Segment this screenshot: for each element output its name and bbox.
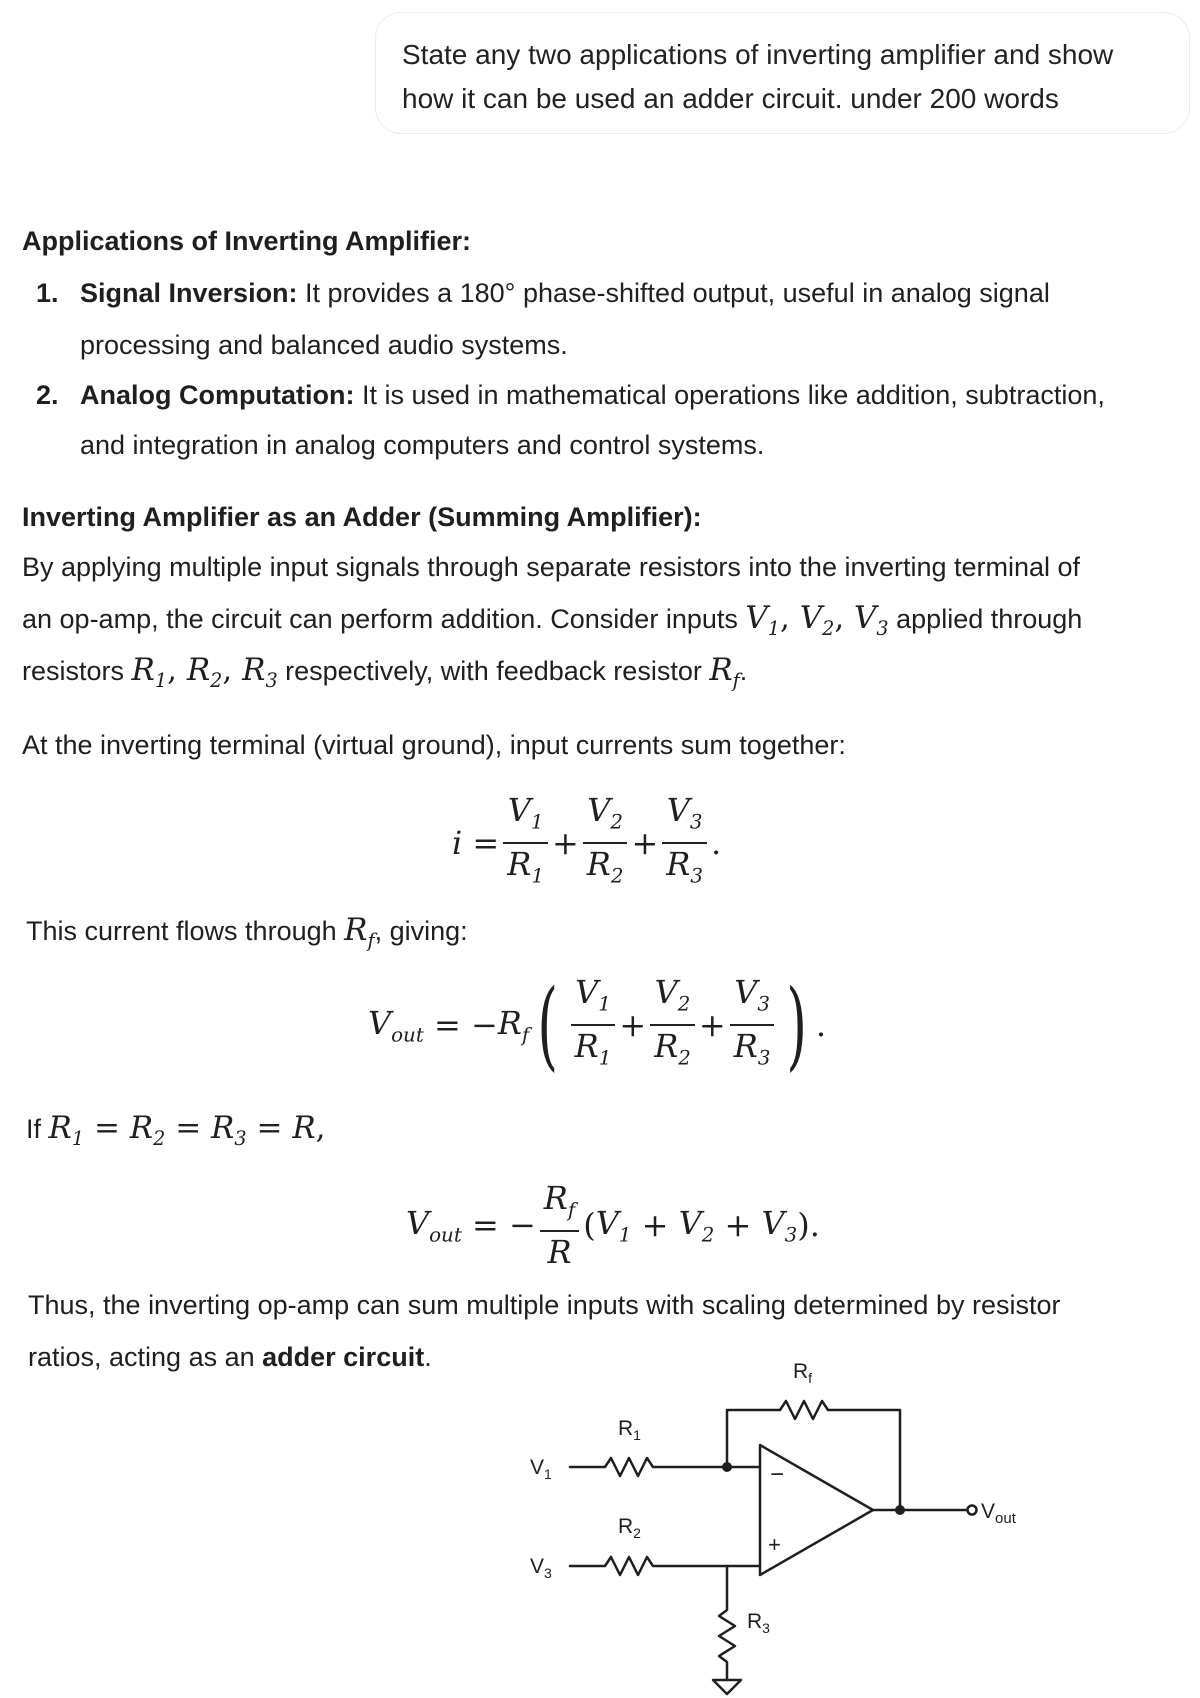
conclusion-line-2: ratios, acting as an adder circuit. [28, 1342, 432, 1372]
v3-input-wire [570, 1557, 760, 1575]
list-item-1-title: Signal Inversion: [80, 278, 298, 308]
r1-junction-dot [722, 1462, 732, 1472]
feedback-loop-wire [727, 1401, 900, 1510]
adder-paragraph-line-2: an op-amp, the circuit can perform addition. Consider inputs $V_1$, $V_2$, $V_3$ applied through [22, 600, 1083, 641]
label-v1: $V_1$ [530, 1456, 552, 1482]
label-r3: $R_3$ [747, 1610, 770, 1636]
list-item-2-title: Analog Computation: [80, 380, 355, 410]
adder-heading: Inverting Amplifier as an Adder (Summing Amplifier): [22, 502, 702, 532]
conclusion-line-1: Thus, the inverting op-amp can sum multiple inputs with scaling determined by resistor [28, 1290, 1061, 1320]
list-item-2-text: It is used in mathematical operations like addition, subtraction, [354, 380, 1105, 410]
list-item-1-line-2: processing and balanced audio systems. [80, 330, 568, 360]
list-item-1-text: It provides a 180° phase-shifted output, useful in analog signal [297, 278, 1050, 308]
r3-ground-wire [719, 1566, 735, 1680]
ground-symbol [713, 1680, 741, 1694]
inverting-input-sign: − [770, 1461, 785, 1488]
vout-equation: $V_{out}$ = − $R_f$ ( $\frac{V_1}{R_1}$ + $\frac{V_2}{R_2}$ + $\frac{V_3}{R_3}$ ) . [368, 969, 827, 1082]
non-inverting-input-sign: + [768, 1532, 781, 1557]
label-v3: $V_3$ [530, 1555, 552, 1581]
prompt-line-2: how it can be used an adder circuit. under 200 words [402, 83, 1059, 114]
label-rf: $R_f$ [793, 1360, 813, 1386]
list-item-2-line-2: and integration in analog computers and control systems. [80, 430, 765, 460]
output-terminal [968, 1506, 977, 1515]
label-vout: $V_{out}$ [981, 1500, 1016, 1527]
label-r1: $R_1$ [618, 1417, 641, 1443]
virtual-ground-text: At the inverting terminal (virtual ground), input currents sum together: [22, 730, 846, 760]
prompt-line-1: State any two applications of inverting amplifier and show [402, 39, 1114, 70]
current-flows-text: This current flows through $R_f$, giving: [26, 912, 468, 953]
list-number-1: 1. [36, 278, 59, 308]
output-junction-dot [895, 1505, 905, 1515]
adder-paragraph-line-1: By applying multiple input signals through separate resistors into the inverting terminal of [22, 552, 1081, 582]
current-sum-equation: i = $\frac{V_1}{R_1}$ + $\frac{V_2}{R_2}$ + $\frac{V_3}{R_3}$ . [452, 791, 722, 888]
applications-heading: Applications of Inverting Amplifier: [22, 226, 472, 256]
label-r2: $R_2$ [618, 1515, 641, 1541]
adder-paragraph-line-3: resistors $R_1$, $R_2$, $R_3$ respectively, with feedback resistor $R_f$. [22, 652, 748, 693]
list-number-2: 2. [36, 380, 59, 410]
equal-resistors-condition: If $R_1 = R_2 = R_3 = R$, [26, 1110, 326, 1151]
simplified-vout-equation: $V_{out}$ = − $\frac{R_f}{R}$ ( $V_1$ + $V_2$ + $V_3$ ) . [406, 1179, 820, 1272]
